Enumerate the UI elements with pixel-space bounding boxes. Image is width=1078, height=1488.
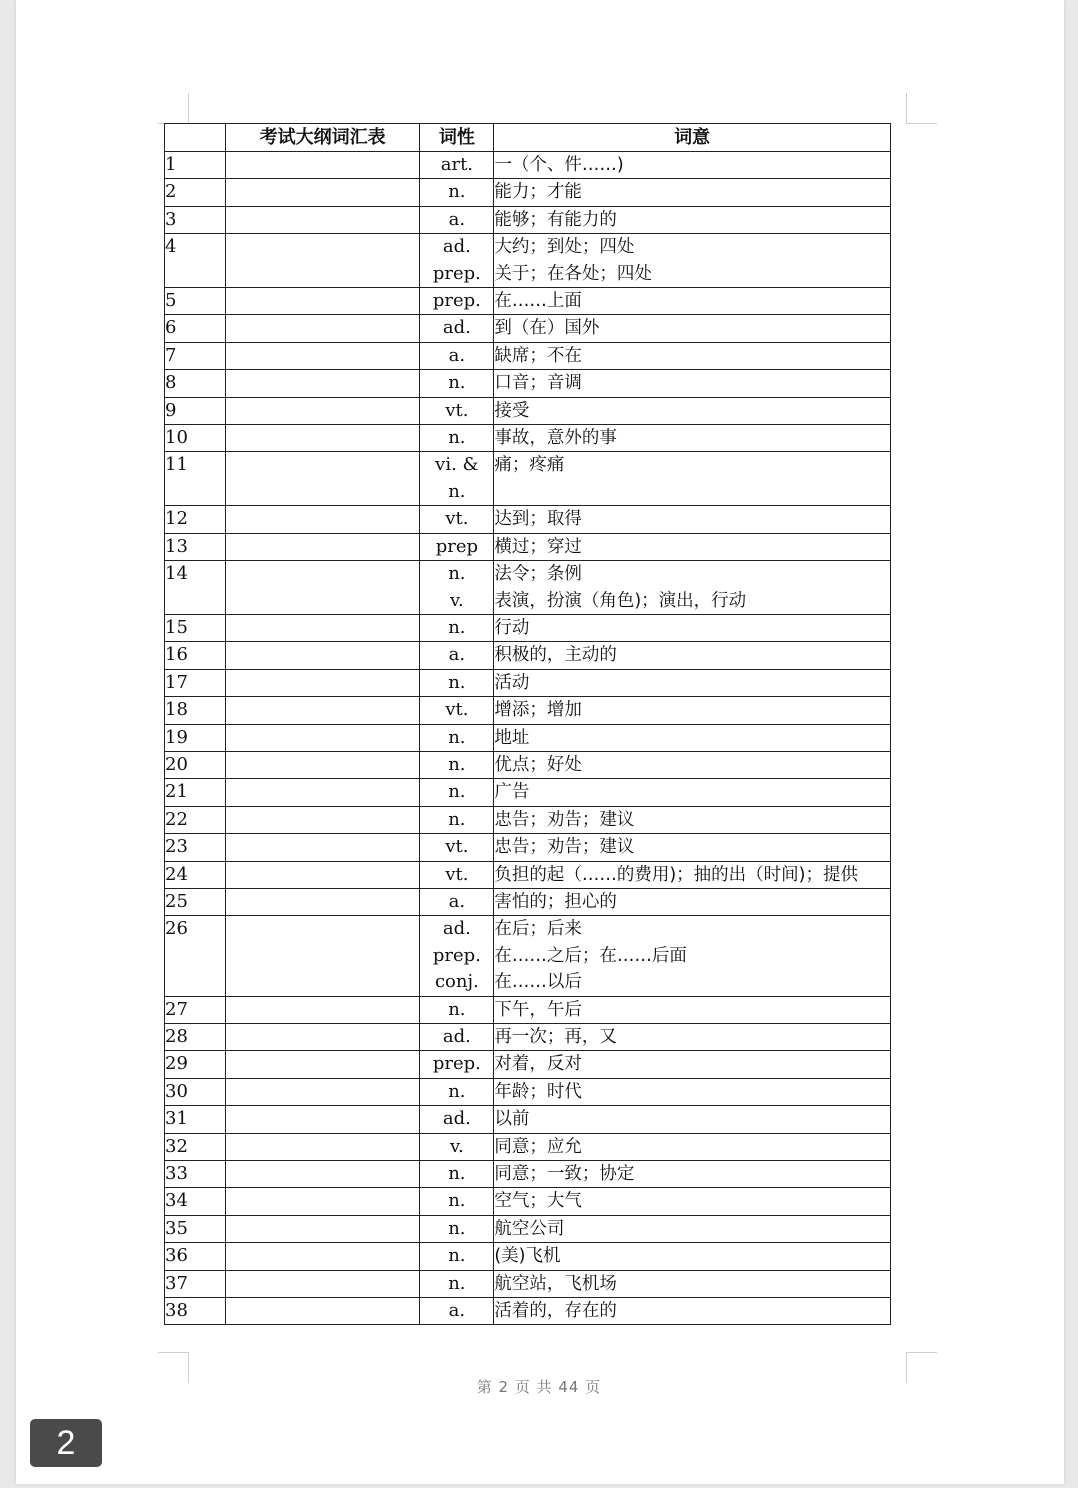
meaning-line: 同意；应允 [494, 1136, 582, 1157]
part-of-speech-line: a. [448, 344, 466, 366]
meaning-line: 忠告；劝告；建议 [494, 837, 635, 858]
row-meaning [494, 179, 891, 206]
part-of-speech-line: n. [448, 1163, 466, 1185]
row-part-of-speech [420, 779, 494, 806]
row-meaning [494, 452, 891, 506]
row-word [225, 234, 420, 288]
row-meaning [494, 861, 891, 888]
row-meaning [494, 724, 891, 751]
header-part-of-speech: 词性 [420, 124, 494, 152]
row-word [225, 1215, 420, 1242]
row-number: 19 [165, 724, 226, 751]
row-part-of-speech [420, 1243, 494, 1270]
meaning-line: 事故，意外的事 [494, 428, 617, 449]
part-of-speech-line: n. [448, 998, 466, 1020]
meaning-line: 积极的，主动的 [494, 645, 617, 666]
row-number: 6 [165, 315, 226, 342]
row-word [225, 1051, 420, 1078]
table-row [165, 1106, 891, 1133]
table-row [165, 1298, 891, 1325]
meaning-line: 空气；大气 [494, 1191, 582, 1212]
row-number: 9 [165, 397, 226, 424]
table-row [165, 425, 891, 452]
meaning-line: 地址 [494, 727, 530, 748]
row-word [225, 1298, 420, 1325]
row-part-of-speech [420, 288, 494, 315]
row-word [225, 425, 420, 452]
table-row [165, 1243, 891, 1270]
row-meaning [494, 1078, 891, 1105]
row-number: 23 [165, 834, 226, 861]
header-index [165, 124, 226, 152]
row-word [225, 642, 420, 669]
row-number: 24 [165, 861, 226, 888]
row-number: 21 [165, 779, 226, 806]
part-of-speech-line: n. [448, 726, 466, 748]
row-number: 35 [165, 1215, 226, 1242]
row-meaning [494, 779, 891, 806]
header-word: 考试大纲词汇表 [225, 124, 420, 152]
table-row [165, 452, 891, 506]
part-of-speech-line: n. [448, 563, 466, 585]
table-row [165, 1188, 891, 1215]
meaning-line: 优点；好处 [494, 754, 582, 775]
row-meaning [494, 1106, 891, 1133]
table-row [165, 779, 891, 806]
row-number: 27 [165, 996, 226, 1023]
margin-corner-mark [158, 93, 189, 124]
table-row [165, 697, 891, 724]
row-number: 10 [165, 425, 226, 452]
meaning-line: 活着的，存在的 [494, 1301, 617, 1322]
row-number: 37 [165, 1270, 226, 1297]
row-meaning [494, 425, 891, 452]
row-meaning [494, 697, 891, 724]
row-part-of-speech [420, 342, 494, 369]
part-of-speech-line: n. [448, 781, 466, 803]
part-of-speech-line: ad. [442, 1026, 471, 1047]
part-of-speech-line: prep [435, 535, 479, 557]
row-meaning [494, 1133, 891, 1160]
part-of-speech-line: prep. [432, 944, 481, 966]
row-word [225, 888, 420, 915]
margin-corner-mark [906, 93, 937, 124]
row-part-of-speech [420, 751, 494, 778]
part-of-speech-line: n. [448, 1217, 466, 1239]
row-word [225, 206, 420, 233]
row-part-of-speech [420, 152, 494, 179]
table-row [165, 206, 891, 233]
part-of-speech-line: n. [448, 427, 466, 449]
part-of-speech-line: n. [448, 181, 466, 203]
row-part-of-speech [420, 1161, 494, 1188]
row-part-of-speech [420, 697, 494, 724]
table-row [165, 916, 891, 996]
row-part-of-speech [420, 861, 494, 888]
meaning-line: 关于；在各处；四处 [494, 263, 652, 284]
row-word [225, 669, 420, 696]
row-number: 12 [165, 506, 226, 533]
row-word [225, 779, 420, 806]
part-of-speech-line: vt. [445, 863, 469, 885]
meaning-line: 法令；条例 [494, 564, 582, 585]
row-number: 28 [165, 1024, 226, 1051]
part-of-speech-line: a. [448, 1300, 466, 1322]
table-row [165, 751, 891, 778]
table-row [165, 152, 891, 179]
row-number: 33 [165, 1161, 226, 1188]
meaning-line: 能力；才能 [494, 182, 582, 203]
meaning-line: 达到；取得 [494, 509, 582, 530]
row-word [225, 506, 420, 533]
row-word [225, 834, 420, 861]
part-of-speech-line: prep. [432, 262, 481, 284]
row-part-of-speech [420, 1298, 494, 1325]
meaning-line: 年龄；时代 [494, 1081, 582, 1102]
row-meaning [494, 533, 891, 560]
part-of-speech-line: n. [448, 1080, 466, 1102]
part-of-speech-line: vt. [445, 508, 469, 530]
row-word [225, 1188, 420, 1215]
row-meaning [494, 234, 891, 288]
part-of-speech-line: v. [450, 1135, 464, 1157]
row-meaning [494, 806, 891, 833]
row-meaning [494, 506, 891, 533]
part-of-speech-line: vi. & [435, 454, 479, 476]
part-of-speech-line: n. [448, 808, 466, 830]
row-part-of-speech [420, 669, 494, 696]
row-part-of-speech [420, 1078, 494, 1105]
meaning-line: 再一次；再，又 [494, 1027, 617, 1047]
row-part-of-speech [420, 506, 494, 533]
row-part-of-speech [420, 206, 494, 233]
table-row [165, 724, 891, 751]
row-number: 7 [165, 342, 226, 369]
row-word [225, 342, 420, 369]
meaning-line: 下午，午后 [494, 999, 582, 1020]
row-part-of-speech [420, 1215, 494, 1242]
table-row [165, 179, 891, 206]
part-of-speech-line: prep. [432, 290, 481, 312]
row-number: 18 [165, 697, 226, 724]
row-part-of-speech [420, 888, 494, 915]
meaning-line: 行动 [494, 617, 530, 638]
table-row [165, 1270, 891, 1297]
table-row [165, 806, 891, 833]
row-part-of-speech [420, 533, 494, 560]
row-word [225, 1133, 420, 1160]
row-word [225, 288, 420, 315]
part-of-speech-line: n. [448, 372, 466, 394]
meaning-line: 痛；疼痛 [494, 455, 565, 476]
row-word [225, 1078, 420, 1105]
table-row [165, 561, 891, 615]
row-word [225, 806, 420, 833]
row-number: 32 [165, 1133, 226, 1160]
table-row [165, 533, 891, 560]
row-part-of-speech [420, 996, 494, 1023]
meaning-line: 横过；穿过 [494, 536, 582, 557]
meaning-line: 以前 [494, 1109, 530, 1130]
table-row [165, 614, 891, 641]
row-number: 25 [165, 888, 226, 915]
row-meaning [494, 996, 891, 1023]
row-part-of-speech [420, 806, 494, 833]
row-word [225, 996, 420, 1023]
table-row [165, 397, 891, 424]
row-word [225, 861, 420, 888]
row-part-of-speech [420, 1133, 494, 1160]
part-of-speech-line: n. [448, 1245, 466, 1267]
meaning-line: 广告 [494, 782, 530, 803]
row-word [225, 614, 420, 641]
row-word [225, 561, 420, 615]
meaning-line: 在……之后；在……后面 [494, 945, 687, 966]
row-word [225, 1161, 420, 1188]
row-number: 26 [165, 916, 226, 996]
table-row [165, 1215, 891, 1242]
row-number: 4 [165, 234, 226, 288]
row-word [225, 916, 420, 996]
row-meaning [494, 888, 891, 915]
row-meaning [494, 1024, 891, 1051]
row-part-of-speech [420, 724, 494, 751]
row-number: 29 [165, 1051, 226, 1078]
table-row [165, 1078, 891, 1105]
row-meaning [494, 370, 891, 397]
row-word [225, 1270, 420, 1297]
row-part-of-speech [420, 397, 494, 424]
part-of-speech-line: n. [448, 480, 466, 502]
row-number: 30 [165, 1078, 226, 1105]
part-of-speech-line: n. [448, 753, 466, 775]
row-meaning [494, 834, 891, 861]
meaning-line: 航空公司 [494, 1218, 565, 1239]
vocabulary-table [164, 123, 891, 1325]
part-of-speech-line: n. [448, 671, 466, 693]
row-word [225, 1024, 420, 1051]
row-part-of-speech [420, 642, 494, 669]
row-word [225, 315, 420, 342]
row-number: 38 [165, 1298, 226, 1325]
meaning-line: 忠告；劝告；建议 [494, 809, 635, 830]
row-meaning [494, 397, 891, 424]
row-number: 17 [165, 669, 226, 696]
meaning-line: 接受 [494, 400, 530, 421]
row-meaning [494, 1051, 891, 1078]
row-number: 31 [165, 1106, 226, 1133]
meaning-line: 对着，反对 [494, 1054, 582, 1075]
meaning-line: 一（个、件……) [494, 155, 624, 175]
part-of-speech-line: n. [448, 616, 466, 638]
table-row [165, 996, 891, 1023]
row-part-of-speech [420, 1270, 494, 1297]
meaning-line: 航空站，飞机场 [494, 1273, 617, 1294]
part-of-speech-line: n. [448, 1272, 466, 1294]
part-of-speech-line: vt. [445, 836, 469, 858]
row-number: 5 [165, 288, 226, 315]
row-meaning [494, 342, 891, 369]
meaning-line: 表演，扮演（角色)；演出，行动 [494, 590, 747, 611]
table-row [165, 506, 891, 533]
row-word [225, 452, 420, 506]
row-part-of-speech [420, 614, 494, 641]
part-of-speech-line: ad. [442, 918, 471, 940]
meaning-line: 害怕的；担心的 [494, 891, 617, 912]
row-part-of-speech [420, 1024, 494, 1051]
meaning-line: 活动 [494, 672, 530, 693]
row-meaning [494, 642, 891, 669]
row-number: 15 [165, 614, 226, 641]
meaning-line: 增添；增加 [494, 700, 582, 721]
row-word [225, 397, 420, 424]
row-number: 3 [165, 206, 226, 233]
row-meaning [494, 1161, 891, 1188]
part-of-speech-line: vt. [445, 699, 469, 721]
row-part-of-speech [420, 234, 494, 288]
row-meaning [494, 152, 891, 179]
row-part-of-speech [420, 425, 494, 452]
meaning-line: 口音；音调 [494, 373, 582, 394]
table-row [165, 861, 891, 888]
row-meaning [494, 206, 891, 233]
row-part-of-speech [420, 370, 494, 397]
row-word [225, 1106, 420, 1133]
meaning-line: 负担的起（……的费用)；抽的出（时间)；提供 [494, 864, 858, 885]
part-of-speech-line: n. [448, 1190, 466, 1212]
row-number: 1 [165, 152, 226, 179]
table-row [165, 370, 891, 397]
row-meaning [494, 1215, 891, 1242]
row-part-of-speech [420, 1051, 494, 1078]
row-part-of-speech [420, 315, 494, 342]
row-meaning [494, 1270, 891, 1297]
row-word [225, 724, 420, 751]
row-meaning [494, 315, 891, 342]
meaning-line: 缺席；不在 [494, 345, 582, 366]
table-row [165, 1161, 891, 1188]
meaning-line: 在……上面 [494, 291, 582, 312]
table-row [165, 1133, 891, 1160]
header-meaning: 词意 [494, 124, 891, 152]
part-of-speech-line: prep. [432, 1053, 481, 1075]
part-of-speech-line: a. [448, 890, 466, 912]
row-word [225, 1243, 420, 1270]
row-part-of-speech [420, 452, 494, 506]
row-number: 22 [165, 806, 226, 833]
row-number: 2 [165, 179, 226, 206]
row-part-of-speech [420, 179, 494, 206]
table-row [165, 234, 891, 288]
part-of-speech-line: a. [448, 644, 466, 666]
table-row [165, 342, 891, 369]
row-number: 34 [165, 1188, 226, 1215]
meaning-line: 到（在）国外 [494, 318, 600, 339]
row-word [225, 533, 420, 560]
part-of-speech-line: ad. [442, 317, 471, 339]
part-of-speech-line: ad. [442, 236, 471, 258]
page-badge[interactable]: 2 [30, 1419, 102, 1467]
table-row [165, 642, 891, 669]
meaning-line: 大约；到处；四处 [494, 237, 635, 258]
table-row [165, 288, 891, 315]
table-row [165, 888, 891, 915]
row-number: 13 [165, 533, 226, 560]
row-part-of-speech [420, 834, 494, 861]
row-part-of-speech [420, 1106, 494, 1133]
row-number: 14 [165, 561, 226, 615]
row-number: 20 [165, 751, 226, 778]
row-part-of-speech [420, 916, 494, 996]
row-meaning [494, 1243, 891, 1270]
table-row [165, 669, 891, 696]
row-meaning [494, 614, 891, 641]
part-of-speech-line: ad. [442, 1108, 471, 1130]
row-meaning [494, 916, 891, 996]
table-row [165, 315, 891, 342]
row-meaning [494, 561, 891, 615]
meaning-line: 能够；有能力的 [494, 209, 617, 230]
row-number: 11 [165, 452, 226, 506]
row-part-of-speech [420, 1188, 494, 1215]
row-meaning [494, 669, 891, 696]
page-number-footer: 第 2 页 共 44 页 [476, 1378, 602, 1396]
row-word [225, 370, 420, 397]
part-of-speech-line: art. [440, 154, 474, 175]
row-meaning [494, 288, 891, 315]
meaning-line: 在……以后 [494, 972, 582, 993]
row-word [225, 179, 420, 206]
meaning-line: 在后；后来 [494, 919, 582, 940]
meaning-line: 同意；一致；协定 [494, 1164, 635, 1185]
row-word [225, 152, 420, 179]
row-word [225, 697, 420, 724]
part-of-speech-line: a. [448, 208, 466, 230]
table-row [165, 1051, 891, 1078]
row-meaning [494, 1298, 891, 1325]
row-meaning [494, 1188, 891, 1215]
row-number: 16 [165, 642, 226, 669]
row-part-of-speech [420, 561, 494, 615]
row-number: 8 [165, 370, 226, 397]
part-of-speech-line: conj. [434, 971, 479, 993]
table-row [165, 834, 891, 861]
meaning-line: (美)飞机 [494, 1246, 561, 1267]
table-header-row [165, 124, 891, 152]
part-of-speech-line: v. [450, 589, 464, 611]
part-of-speech-line: vt. [445, 399, 469, 421]
row-meaning [494, 751, 891, 778]
row-number: 36 [165, 1243, 226, 1270]
table-row [165, 1024, 891, 1051]
row-word [225, 751, 420, 778]
